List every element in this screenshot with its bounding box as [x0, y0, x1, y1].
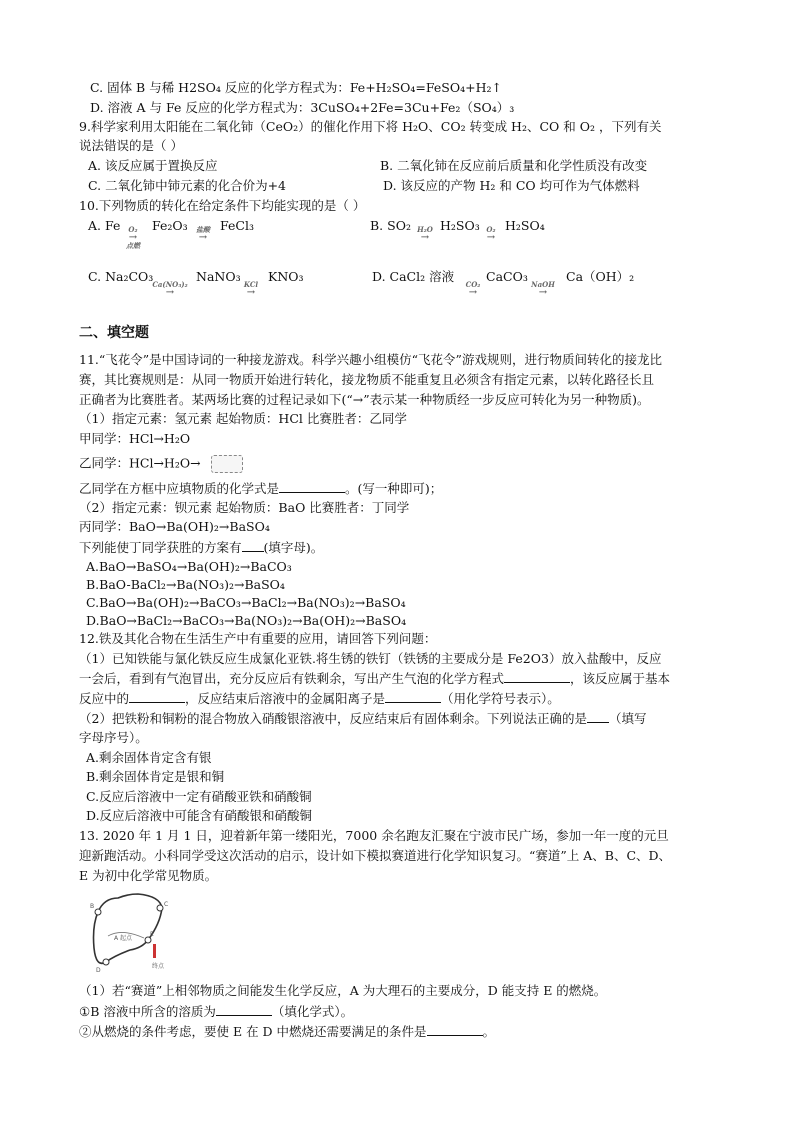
q10-c-end: KNO₃	[268, 269, 304, 284]
q9-stem: 9.科学家利用太阳能在二氧化铈（CeO₂）的催化作用下将 H₂O、CO₂ 转变成 H₂、CO 和 O₂ ，下列有关	[79, 119, 662, 134]
q13-sub2: ②从燃烧的条件考虑，要使 E 在 D 中燃烧还需要满足的条件是 。	[79, 1024, 496, 1039]
q12-part1-1: （1）已知铁能与氯化铁反应生成氯化亚铁.将生锈的铁钉（铁锈的主要成分是 Fe2O3）放入盐酸中，反应	[79, 651, 662, 666]
q10-d-mid: CaCO₃	[486, 269, 528, 284]
q10-a-mid: Fe₂O₃	[152, 218, 188, 233]
blank[interactable]	[216, 1003, 272, 1016]
end-label: 终点	[152, 963, 165, 970]
q10-d-start: D. CaCl₂ 溶液	[372, 269, 455, 284]
q9-option-b: B. 二氧化铈在反应前后质量和化学性质没有改变	[380, 158, 648, 173]
q13-stem-3: E 为初中化学常见物质。	[79, 868, 218, 883]
q10-b-end: H₂SO₄	[505, 218, 545, 233]
q12-option-b: B.剩余固体肯定是银和铜	[86, 769, 225, 784]
q11-fill1: 乙同学在方框中应填物质的化学式是 。(写一种即可)；	[79, 481, 443, 496]
q10-c-start: C. Na₂CO₃	[88, 269, 154, 284]
finish-flag	[153, 944, 156, 958]
node-d	[103, 959, 109, 965]
label-d: D	[96, 967, 101, 974]
q11-bing: 丙同学：BaO→Ba(OH)₂→BaSO₄	[79, 519, 270, 534]
q11-option-d: D.BaO→BaCl₂→BaCO₃→Ba(NO₃)₂→Ba(OH)₂→BaSO₄	[86, 613, 407, 628]
blank[interactable]	[129, 690, 185, 703]
q12-option-a: A.剩余固体肯定含有银	[86, 750, 212, 765]
q13-stem-1: 13. 2020 年 1 月 1 日，迎着新年第一缕阳光，7000 余名跑友汇聚在宁波市民广场，参加一年一度的元旦	[79, 828, 669, 843]
q11-yi: 乙同学：HCl→H₂O→	[79, 455, 243, 473]
q10-a-arrow2: 盐酸 →	[196, 225, 210, 243]
q11-part1: （1）指定元素：氢元素 起始物质：HCl 比赛胜者：乙同学	[79, 411, 407, 426]
q11-option-c: C.BaO→Ba(OH)₂→BaCO₃→BaCl₂→Ba(NO₃)₂→BaSO₄	[86, 595, 406, 610]
blank[interactable]	[242, 539, 264, 552]
q9-option-c: C. 二氧化铈中铈元素的化合价为+4	[88, 178, 286, 193]
q8-option-c: C. 固体 B 与稀 H2SO₄ 反应的化学方程式为：Fe+H₂SO₄=FeSO₄+H₂↑	[90, 80, 502, 95]
q9-stem-cont: 说法错误的是（ ）	[79, 138, 183, 153]
q11-option-b: B.BaO-BaCl₂→Ba(NO₃)₂→BaSO₄	[86, 577, 285, 592]
q12-stem: 12.铁及其化合物在生活生产中有重要的应用，请回答下列问题：	[79, 631, 437, 646]
q9-option-d: D. 该反应的产物 H₂ 和 CO 均可作为气体燃料	[383, 178, 640, 193]
q10-a-start: A. Fe	[88, 218, 121, 233]
q10-b-start: B. SO₂	[370, 218, 411, 233]
q11-fill2: 下列能使丁同学获胜的方案有 (填字母)。	[79, 540, 324, 555]
q11-jia: 甲同学：HCl→H₂O	[79, 431, 191, 446]
q11-option-a: A.BaO→BaSO₄→Ba(OH)₂→BaCO₃	[86, 559, 292, 574]
blank[interactable]	[385, 690, 441, 703]
q10-a-end: FeCl₃	[220, 218, 254, 233]
racetrack-figure	[88, 888, 178, 974]
blank[interactable]	[427, 1023, 483, 1036]
q10-d-arrow1: CO₂ →	[465, 280, 481, 298]
q10-b-mid: H₂SO₃	[440, 218, 480, 233]
q11-stem-2: 赛，其比赛规则是：从同一物质开始进行转化，接龙物质不能重复且必须含有指定元素，以转化路径长且	[79, 372, 655, 387]
q10-stem: 10.下列物质的转化在给定条件下均能实现的是（ ）	[79, 198, 366, 213]
q11-stem-3: 正确者为比赛胜者。某两场比赛的过程记录如下(“→”表示某一种物质经一步反应可转化为另一种物质)。	[79, 392, 650, 407]
q12-option-c: C.反应后溶液中一定有硝酸亚铁和硝酸铜	[86, 789, 312, 804]
answer-box[interactable]	[211, 455, 243, 473]
q12-option-d: D.反应后溶液中可能含有硝酸银和硝酸铜	[86, 808, 313, 823]
q10-c-arrow2: KCl →	[243, 280, 259, 298]
q10-b-arrow1: H₂O →	[417, 225, 433, 243]
q8-option-d: D. 溶液 A 与 Fe 反应的化学方程式为：3CuSO₄+2Fe=3Cu+Fe₂（SO₄）₃	[90, 100, 515, 115]
q10-d-end: Ca（OH）₂	[566, 269, 635, 284]
q10-c-mid: NaNO₃	[196, 269, 241, 284]
q10-b-arrow2: O₂ →	[486, 225, 496, 243]
q13-stem-2: 迎新跑活动。小科同学受这次活动的启示，设计如下模拟赛道进行化学知识复习。“赛道”上 A、B、C、D、	[79, 848, 672, 863]
start-label: A 起点	[114, 935, 133, 942]
label-e: E	[150, 931, 154, 938]
label-b: B	[90, 903, 95, 910]
section-heading: 二、填空题	[79, 325, 149, 341]
q13-part1: （1）若“赛道”上相邻物质之间能发生化学反应，A 为大理石的主要成分，D 能支持 E 的燃烧。	[79, 983, 607, 998]
q9-option-a: A. 该反应属于置换反应	[88, 158, 218, 173]
node-b	[95, 909, 101, 915]
q10-a-arrow1: O₂ → 点燃	[126, 225, 140, 250]
q11-stem-1: 11.“飞花令”是中国诗词的一种接龙游戏。科学兴趣小组模仿“飞花令”游戏规则，进行物质间转化的接龙比	[79, 352, 662, 367]
q11-part2: （2）指定元素：钡元素 起始物质：BaO 比赛胜者：丁同学	[79, 500, 410, 515]
label-c: C	[164, 901, 169, 908]
q12-part1-3: 反应中的 ，反应结束后溶液中的金属阳离子是 （用化学符号表示）。	[79, 691, 560, 706]
q13-sub1: ①B 溶液中所含的溶质为 （填化学式）。	[79, 1004, 354, 1019]
blank[interactable]	[504, 670, 570, 683]
node-c	[157, 905, 163, 911]
blank[interactable]	[279, 480, 345, 493]
blank[interactable]	[587, 710, 609, 723]
q12-part2-2: 字母序号）。	[79, 730, 148, 745]
q10-d-arrow2: NaOH →	[531, 280, 555, 298]
q12-part2-1: （2）把铁粉和铜粉的混合物放入硝酸银溶液中，反应结束后有固体剩余。下列说法正确的是 （填写	[79, 711, 647, 726]
q12-part1-2: 一会后，看到有气泡冒出，充分反应后有铁剩余，写出产生气泡的化学方程式 ，该反应属于基本	[79, 671, 671, 686]
q10-c-arrow1: Ca(NO₃)₂ →	[152, 280, 188, 298]
